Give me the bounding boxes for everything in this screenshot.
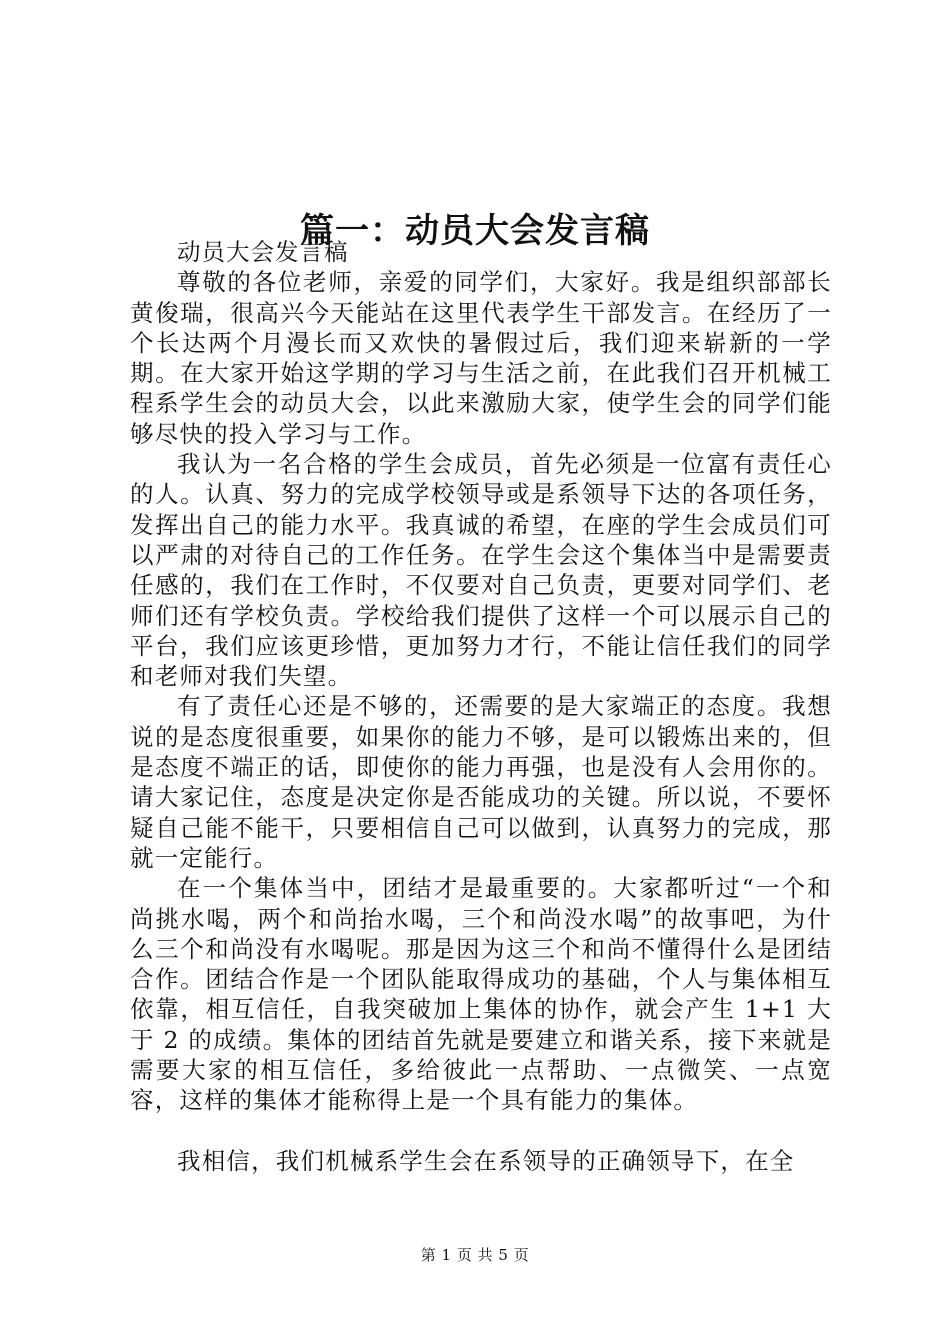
- speech-heading: 动员大会发言稿: [177, 238, 349, 266]
- paragraph-teamwork: 在一个集体当中，团结才是最重要的。大家都听过“一个和尚挑水喝，两个和尚抬水喝，三个和尚没水喝”的故事吧，为什么三个和尚没有水喝呢。那是因为这三个和尚不懂得什么是团结合作。团结合作是一个团队能取得成功的基础，个人与集体相互依靠，相互信任，自我突破加上集体的协作，就会产生 1+1 大于 2 的成绩。集体的团结首先就是要建立和谐关系，接下来就是需要大家的相互信任，多给彼此一点帮助、一点微笑、一点宽容，这样的集体才能称得上是一个具有能力的集体。: [130, 874, 832, 1115]
- document-title: 篇一：动员大会发言稿: [300, 210, 650, 251]
- paragraph-attitude: 有了责任心还是不够的，还需要的是大家端正的态度。我想说的是态度很重要，如果你的能力不够，是可以锻炼出来的，但是态度不端正的话，即使你的能力再强，也是没有人会用你的。请大家记住，态度是决定你是否能成功的关键。所以说，不要怀疑自己能不能干，只要相信自己可以做到，认真努力的完成，那就一定能行。: [130, 692, 832, 872]
- paragraph-responsibility: 我认为一名合格的学生会成员，首先必须是一位富有责任心的人。认真、努力的完成学校领导或是系领导下达的各项任务，发挥出自己的能力水平。我真诚的希望，在座的学生会成员们可以严肃的对待自己的工作任务。在学生会这个集体当中是需要责任感的，我们在工作时，不仅要对自己负责，更要对同学们、老师们还有学校负责。学校给我们提供了这样一个可以展示自己的平台，我们应该更珍惜，更加努力才行，不能让信任我们的同学和老师对我们失望。: [130, 450, 832, 691]
- paragraph-closing: 我相信，我们机械系学生会在系领导的正确领导下，在全: [177, 1146, 795, 1175]
- paragraph-greeting: 尊敬的各位老师，亲爱的同学们，大家好。我是组织部部长黄俊瑞，很高兴今天能站在这里代表学生干部发言。在经历了一个长达两个月漫长而又欢快的暑假过后，我们迎来崭新的一学期。在大家开始这学期的学习与生活之前，在此我们召开机械工程系学生会的动员大会，以此来激励大家，使学生会的同学们能够尽快的投入学习与工作。: [130, 268, 832, 448]
- page-footer: 第 1 页 共 5 页: [420, 1246, 530, 1264]
- document-body: [130, 237, 832, 1176]
